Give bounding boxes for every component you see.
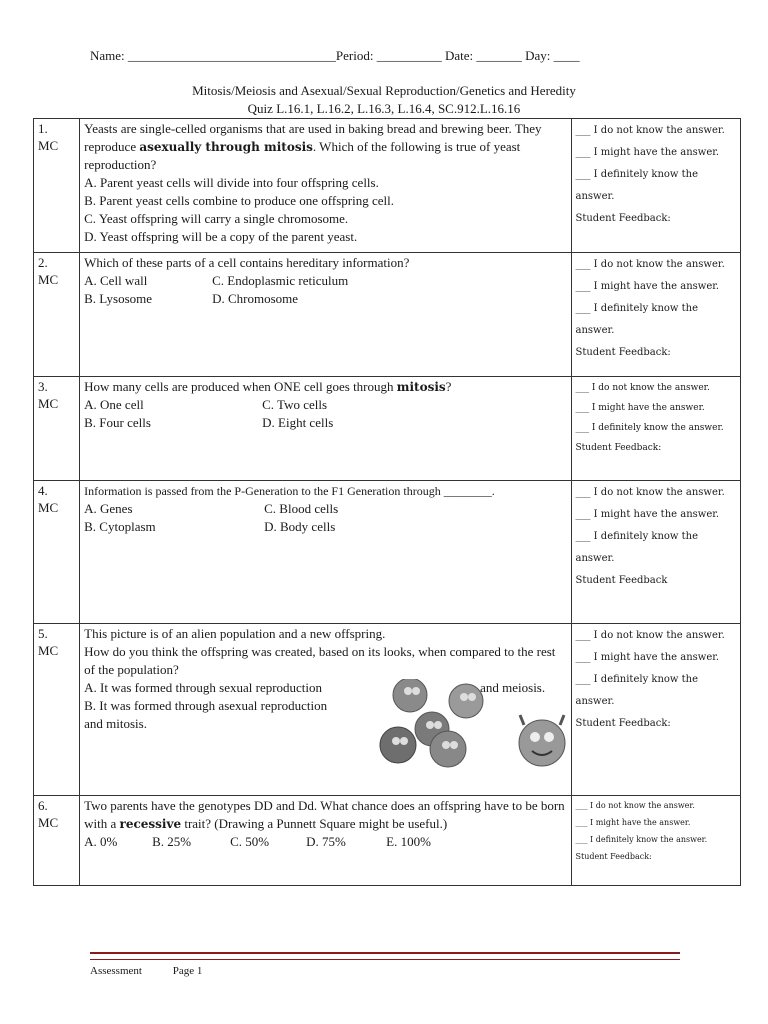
answer-option[interactable]: B. Four cells <box>84 415 151 430</box>
question-number-cell <box>34 481 80 624</box>
question-number: 2. <box>38 255 48 270</box>
question-type: MC <box>38 396 59 411</box>
alien-offspring-icon <box>519 715 565 766</box>
answer-option[interactable]: C. Yeast offspring will carry a single chromosome. <box>84 211 349 226</box>
feedback-cell <box>571 624 741 796</box>
answer-option[interactable]: A. It was formed through sexual reproduction <box>84 680 323 695</box>
feedback-dont-know[interactable]: ___ I do not know the answer. <box>575 801 695 810</box>
question-number: 1. <box>38 121 48 136</box>
answer-option[interactable]: A. Parent yeast cells will divide into four offspring cells. <box>84 175 379 190</box>
student-feedback-label: Student Feedback: <box>575 213 671 224</box>
question-type: MC <box>38 815 59 830</box>
feedback-definitely[interactable]: ___ I definitely know the answer. <box>575 423 724 433</box>
question-number: 4. <box>38 483 48 498</box>
question-cell <box>80 796 571 886</box>
question-row <box>34 624 741 796</box>
answer-option[interactable]: A. Cell wall <box>84 273 148 288</box>
feedback-dont-know[interactable]: ___ I do not know the answer. <box>575 259 725 270</box>
feedback-might-have[interactable]: ___ I might have the answer. <box>575 403 705 413</box>
question-number-cell <box>34 796 80 886</box>
question-number: 3. <box>38 379 48 394</box>
answer-option[interactable]: C. 50% <box>230 834 270 849</box>
question-row <box>34 377 741 481</box>
answer-option[interactable]: B. 25% <box>152 834 192 849</box>
quiz-standards: Quiz L.16.1, L.16.2, L.16.3, L.16.4, SC.912.L.16.16 <box>247 101 521 116</box>
header-fields: Name: ________________________________Period: __________ Date: _______ Day: ____ <box>90 48 580 63</box>
answer-option[interactable]: A. Genes <box>84 501 133 516</box>
feedback-might-have[interactable]: ___ I might have the answer. <box>575 281 720 292</box>
question-number: 5. <box>38 626 48 641</box>
footer-divider <box>90 952 680 960</box>
question-row <box>34 119 741 253</box>
feedback-definitely[interactable]: ___ I definitely know the answer. <box>575 169 699 202</box>
feedback-definitely[interactable]: ___ I definitely know the answer. <box>575 303 699 336</box>
answer-option[interactable]: B. Cytoplasm <box>84 519 156 534</box>
quiz-table <box>33 118 741 886</box>
question-type: MC <box>38 643 59 658</box>
answer-option[interactable]: D. Body cells <box>264 519 336 534</box>
feedback-cell <box>571 253 741 377</box>
answer-option[interactable]: C. Endoplasmic reticulum <box>212 273 349 288</box>
feedback-dont-know[interactable]: ___ I do not know the answer. <box>575 487 725 498</box>
question-cell <box>80 253 571 377</box>
student-feedback-label: Student Feedback: <box>575 718 671 729</box>
question-cell <box>80 624 571 796</box>
question-stem: Two parents have the genotypes DD and Dd. What chance does an offspring have to be born with a recessive trait? (Drawing a Punnett Square might be useful.) <box>84 798 565 831</box>
feedback-cell <box>571 481 741 624</box>
page-number: Page 1 <box>172 965 203 977</box>
answer-option[interactable]: A. One cell <box>84 397 144 412</box>
question-stem: How do you think the offspring was created, based on its looks, when compared to the rest of the population? <box>84 644 556 677</box>
feedback-cell <box>571 796 741 886</box>
feedback-dont-know[interactable]: ___ I do not know the answer. <box>575 383 710 393</box>
feedback-might-have[interactable]: ___ I might have the answer. <box>575 509 720 520</box>
question-stem: How many cells are produced when ONE cell goes through mitosis? <box>84 379 452 394</box>
student-feedback-label: Student Feedback: <box>575 347 671 358</box>
feedback-definitely[interactable]: ___ I definitely know the answer. <box>575 674 699 707</box>
question-number-cell <box>34 119 80 253</box>
feedback-might-have[interactable]: ___ I might have the answer. <box>575 652 720 663</box>
answer-option[interactable]: D. 75% <box>306 834 346 849</box>
question-row <box>34 253 741 377</box>
feedback-definitely[interactable]: ___ I definitely know the answer. <box>575 531 699 564</box>
question-number-cell <box>34 253 80 377</box>
answer-option[interactable]: C. Two cells <box>262 397 328 412</box>
answer-option[interactable]: C. Blood cells <box>264 501 339 516</box>
answer-option[interactable]: A. 0% <box>84 834 118 849</box>
question-cell <box>80 119 571 253</box>
question-stem: Yeasts are single-celled organisms that are used in baking bread and brewing beer. They reproduce asexually through mitosis. Which of the following is true of yeast reproduction? <box>84 121 542 172</box>
student-feedback-label: Student Feedback: <box>575 852 652 861</box>
question-row <box>34 481 741 624</box>
question-type: MC <box>38 500 59 515</box>
alien-group-icon <box>380 679 483 767</box>
answer-area <box>84 679 566 733</box>
question-stem: Information is passed from the P-Generation to the F1 Generation through ________. <box>84 484 495 498</box>
footer-label: Assessment <box>90 965 142 977</box>
question-row <box>34 796 741 886</box>
question-type: MC <box>38 138 59 153</box>
answer-option[interactable]: D. Chromosome <box>212 291 299 306</box>
answer-option[interactable]: E. 100% <box>386 834 431 849</box>
feedback-dont-know[interactable]: ___ I do not know the answer. <box>575 630 725 641</box>
question-number: 6. <box>38 798 48 813</box>
question-stem: Which of these parts of a cell contains hereditary information? <box>84 255 410 270</box>
footer <box>90 965 230 977</box>
feedback-cell <box>571 377 741 481</box>
student-feedback-label: Student Feedback: <box>575 443 662 453</box>
feedback-might-have[interactable]: ___ I might have the answer. <box>575 818 691 827</box>
answer-option[interactable]: D. Yeast offspring will be a copy of the parent yeast. <box>84 229 358 244</box>
question-cell <box>80 377 571 481</box>
answer-option[interactable]: B. It was formed through asexual reproduction <box>84 698 328 713</box>
question-number-cell <box>34 377 80 481</box>
answer-option[interactable]: B. Parent yeast cells combine to produce one offspring cell. <box>84 193 394 208</box>
answer-option-tail: and mitosis. <box>84 716 147 731</box>
question-cell <box>80 481 571 624</box>
student-feedback-label: Student Feedback <box>575 575 668 586</box>
question-type: MC <box>38 272 59 287</box>
feedback-dont-know[interactable]: ___ I do not know the answer. <box>575 125 725 136</box>
feedback-cell <box>571 119 741 253</box>
question-stem: This picture is of an alien population and a new offspring. <box>84 626 386 641</box>
alien-population-image <box>374 679 574 787</box>
feedback-might-have[interactable]: ___ I might have the answer. <box>575 147 720 158</box>
answer-option[interactable]: D. Eight cells <box>262 415 334 430</box>
answer-option-tail: and meiosis. <box>480 680 546 695</box>
feedback-definitely[interactable]: ___ I definitely know the answer. <box>575 835 708 844</box>
question-number-cell <box>34 624 80 796</box>
answer-option[interactable]: B. Lysosome <box>84 291 153 306</box>
quiz-title: Mitosis/Meiosis and Asexual/Sexual Reproduction/Genetics and Heredity <box>192 83 576 98</box>
